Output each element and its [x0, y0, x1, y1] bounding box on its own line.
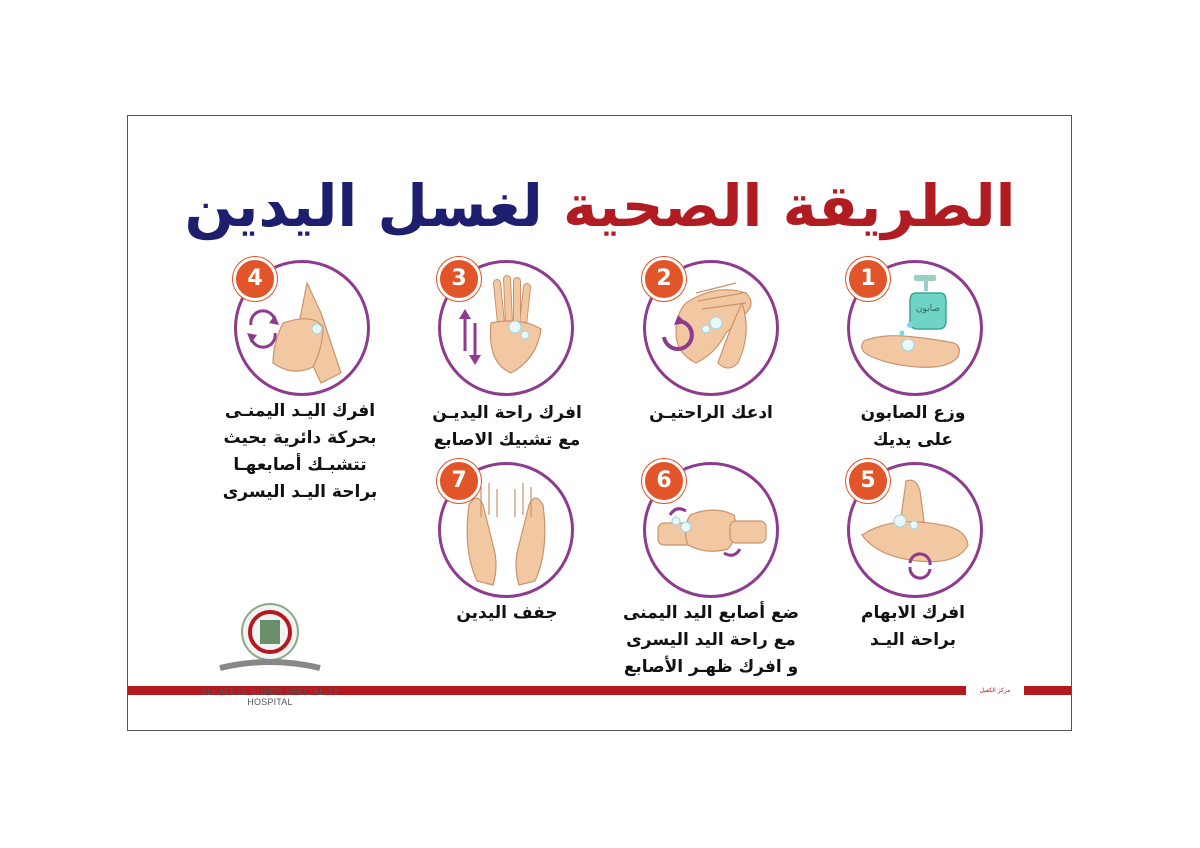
- step-1-badge: 1: [846, 257, 890, 301]
- caption-line: ضع أصابع اليد اليمنى: [622, 603, 800, 623]
- step-4-caption: [215, 398, 385, 506]
- step-4-badge: 4: [233, 257, 277, 301]
- step-7-caption: [422, 600, 592, 627]
- caption-line: افرك الابهام: [861, 603, 965, 623]
- caption-line: براحة اليـد اليسرى: [222, 482, 378, 502]
- title-part-2: لغسل اليدين: [184, 172, 543, 240]
- page-title: [0, 164, 1200, 248]
- centre-tag: مركز الكفيل: [966, 686, 1024, 695]
- step-2-badge: 2: [642, 257, 686, 301]
- hospital-logo: [200, 600, 340, 700]
- caption-line: بحركة دائرية بحيث: [223, 428, 377, 448]
- step-6-caption: [616, 600, 806, 681]
- step-1-caption: [828, 400, 998, 454]
- caption-line: مع راحة اليد اليسرى: [626, 630, 796, 650]
- hospital-seal-icon: [200, 600, 340, 686]
- step-5-caption: [828, 600, 998, 654]
- step-7-badge: 7: [437, 459, 481, 503]
- caption-line: وزع الصابون: [860, 403, 966, 423]
- step-3-caption: [422, 400, 592, 454]
- svg-text:صابون: صابون: [915, 304, 941, 314]
- step-6-badge: 6: [642, 459, 686, 503]
- step-5-badge: 5: [846, 459, 890, 503]
- caption-line: و افرك ظهـر الأصابع: [623, 657, 799, 677]
- step-2-caption: [626, 400, 796, 427]
- caption-line: مع تشبيك الاصابع: [433, 430, 581, 450]
- step-3-badge: 3: [437, 257, 481, 301]
- caption-line: على يديك: [872, 430, 954, 450]
- caption-line: براحة اليـد: [869, 630, 957, 650]
- caption-line: ادعك الراحتيـن: [649, 403, 773, 423]
- title-part-1: الطريقة الصحية: [562, 172, 1016, 240]
- caption-line: افرك اليـد اليمنـى: [224, 401, 376, 421]
- caption-line: جفف اليدين: [456, 603, 558, 623]
- hospital-name-en: ALKAFEEL SUPER SPECIALITY HOSPITAL: [200, 687, 340, 707]
- caption-line: تتشبـك أصابعهـا: [233, 455, 367, 475]
- caption-line: افرك راحة اليديـن: [432, 403, 582, 423]
